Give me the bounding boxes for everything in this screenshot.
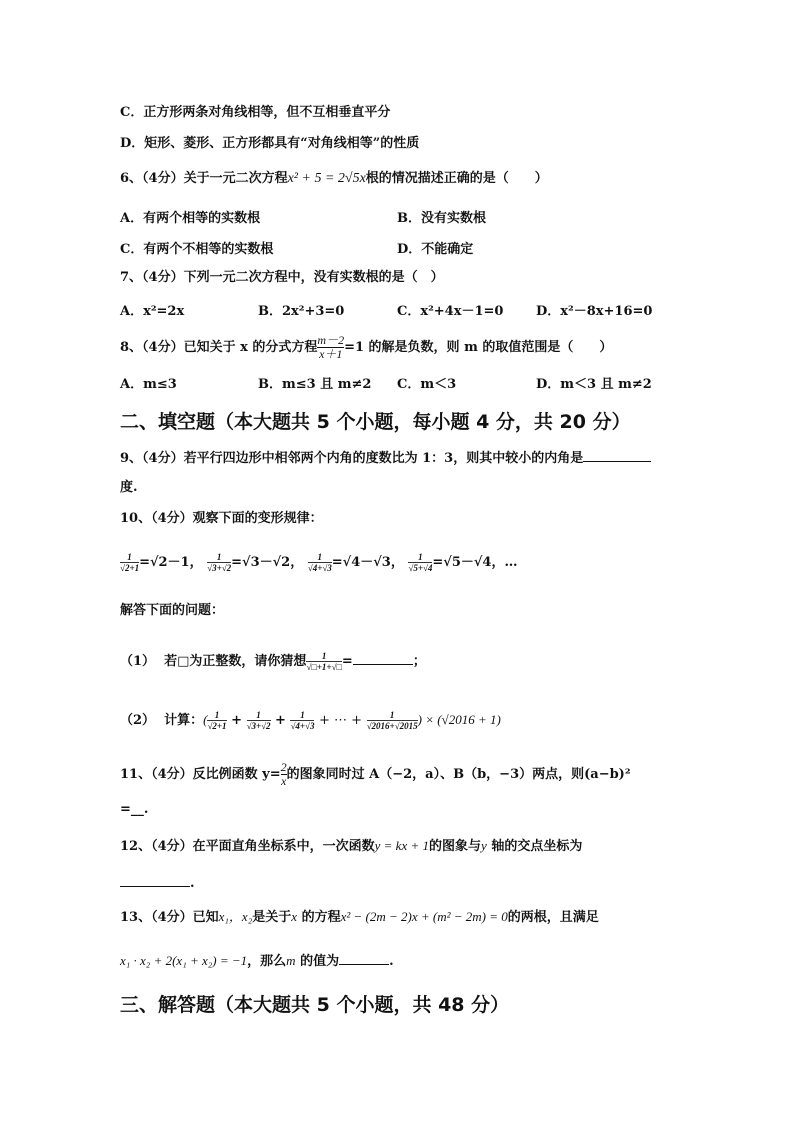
q10-rules <box>120 552 517 574</box>
q7-option-d: D．x²－8x+16=0 <box>536 304 653 319</box>
question-12 <box>120 836 582 857</box>
q13-line-2 <box>120 950 394 972</box>
rule1-rhs: =√2－1， <box>139 555 203 570</box>
q8-fraction <box>317 334 344 361</box>
p2-dots: + ⋯ + <box>319 713 363 728</box>
q13-x: x <box>291 909 298 924</box>
p2-t3-num: 1 <box>300 710 305 720</box>
q11-y: y= <box>262 767 281 782</box>
question-8 <box>120 334 612 362</box>
p2-term-4 <box>367 710 418 731</box>
q11-num: 2 <box>280 760 287 774</box>
rule4-num: 1 <box>418 552 423 562</box>
rule4-rhs: =√5－√4，… <box>432 555 518 570</box>
q6-option-d: D．不能确定 <box>397 242 474 257</box>
rule2-fraction <box>207 552 231 573</box>
option-d-previous: D．矩形、菱形、正方形都具有“对角线相等”的性质 <box>120 136 420 151</box>
option-c-previous: C．正方形两条对角线相等，但不互相垂直平分 <box>120 105 391 120</box>
question-7: 7、（4分）下列一元二次方程中，没有实数根的是（ ） <box>120 270 444 285</box>
q13-tail3: . <box>389 954 394 969</box>
q8-numerator: m－2 <box>317 333 345 347</box>
rule1-fraction <box>120 552 139 573</box>
q8-suffix: =1 的解是负数，则 m 的取值范围是（ ） <box>344 340 613 355</box>
rule1-den: √2+1 <box>120 563 140 573</box>
rule2-num: 1 <box>216 552 222 562</box>
rule3-rhs: =√4－√3， <box>331 555 404 570</box>
q11-line-2: =__. <box>120 802 149 817</box>
p2-t1-den: √2+1 <box>207 721 227 731</box>
p2-open-paren: ( <box>203 712 208 727</box>
q12-answer-blank[interactable] <box>120 872 190 887</box>
p1-label: （1） <box>120 654 156 669</box>
q9-answer-blank[interactable] <box>583 447 651 462</box>
q12-answer-line <box>120 872 195 894</box>
p2-term-1 <box>207 710 226 731</box>
question-11 <box>120 760 631 790</box>
q12-axis: y <box>481 838 487 853</box>
rule3-den: √4+√3 <box>307 563 332 573</box>
q12-prefix: 12、（4分）在平面直角坐标系中，一次函数 <box>120 839 375 854</box>
p2-t4-num: 1 <box>389 710 395 720</box>
q10-part-2: （2） 计算：( $\frac{1}{√2+1}$ + $\frac{1}{√3+√2}$ + $\frac{1}{√4+√3}$ + ⋯ + $\frac{1}{√2016+√2015}$ ) × (√2016 + 1) <box>120 710 501 731</box>
q13-tail2: 的值为 <box>300 954 340 969</box>
p2-t4-den: √2016+√2015 <box>366 721 418 731</box>
q6-option-b: B．没有实数根 <box>397 211 486 226</box>
rule3-fraction <box>308 552 332 573</box>
q11-prefix: 11、（4分）反比例函数 <box>120 767 258 782</box>
question-9 <box>120 447 651 469</box>
q6-equation: x² + 5 = 2√5x <box>287 171 366 186</box>
question-13 <box>120 907 599 928</box>
q13-equation: x² − (2m − 2)x + (m² − 2m) = 0 <box>340 909 508 924</box>
q13-suffix: 的两根，且满足 <box>507 910 599 925</box>
rule4-fraction <box>408 552 432 573</box>
rule2-rhs: =√3－√2， <box>231 555 304 570</box>
q13-mid2: 的方程 <box>301 910 341 925</box>
q13-m: m <box>286 953 296 968</box>
q13-mid: 是关于 <box>252 910 292 925</box>
q11-suffix: 的图象同时过 A（−2，a）、B（b，−3）两点，则(a−b)² <box>286 767 631 782</box>
rule4-den: √5+√4 <box>408 563 433 573</box>
q8-option-c: C．m＜3 <box>397 377 457 392</box>
q9-text: 9、（4分）若平行四边形中相邻两个内角的度数比为 1：3，则其中较小的内角是 <box>120 451 584 466</box>
rule2-den: √3+√2 <box>207 563 232 573</box>
p2-t2-num: 1 <box>256 710 261 720</box>
p1-equals: = <box>341 654 353 669</box>
p2-t3-den: √4+√3 <box>290 721 315 731</box>
q8-prefix: 8、（4分）已知关于 x 的分式方程 <box>120 340 318 355</box>
p1-fraction <box>306 651 342 672</box>
rule1-num: 1 <box>127 552 132 562</box>
q7-option-a: A．x²=2x <box>120 304 185 319</box>
p1-num: 1 <box>321 651 327 661</box>
q12-mid: 的图象与 <box>429 839 482 854</box>
q13-prefix: 13、（4分）已知 <box>120 910 219 925</box>
q7-option-b: B．2x²+3=0 <box>258 304 345 319</box>
p2-term-2 <box>247 710 271 731</box>
q6-option-c: C．有两个不相等的实数根 <box>120 242 274 257</box>
p2-close-expr: ) × (√2016 + 1) <box>417 712 501 727</box>
q12-suffix: 轴的交点坐标为 <box>491 839 583 854</box>
q6-prefix: 6、（4分）关于一元二次方程 <box>120 171 288 186</box>
q7-option-c: C．x²+4x－1=0 <box>397 304 504 319</box>
p2-label: （2） <box>120 713 156 728</box>
p2-t1-num: 1 <box>214 710 220 720</box>
q10-part-1: （1） 若□为正整数，请你猜想 $\frac{1}{√□+1+√□}$ = ； <box>120 651 426 672</box>
section-3-heading: 三、解答题（本大题共 5 个小题，共 48 分） <box>120 994 510 1016</box>
question-6 <box>120 169 548 189</box>
p2-t2-den: √3+√2 <box>246 721 271 731</box>
question-10: 10、（4分）观察下面的变形规律： <box>120 511 323 526</box>
section-2-heading: 二、填空题（本大题共 5 个小题，每小题 4 分，共 20 分） <box>120 411 631 433</box>
q12-tail: . <box>190 876 195 891</box>
q6-suffix: 根的情况描述正确的是（ ） <box>365 171 548 186</box>
q13-condition: x₁ · x₂ + 2(x₁ + x₂) = −1 <box>120 953 248 968</box>
p1-answer-blank[interactable] <box>353 650 413 665</box>
q13-tail1: ，那么 <box>247 954 287 969</box>
q12-equation: y = kx + 1 <box>374 838 429 853</box>
q6-option-a: A．有两个相等的实数根 <box>120 211 261 226</box>
p1-text: 若□为正整数，请你猜想 <box>164 654 307 669</box>
q8-option-d: D．m＜3 且 m≠2 <box>536 377 652 392</box>
q8-denominator: x＋1 <box>319 347 343 361</box>
p2-text: 计算： <box>164 713 204 728</box>
q13-vars: x₁，x₂ <box>218 909 253 924</box>
q10-answer-intro: 解答下面的问题： <box>120 603 225 618</box>
q13-answer-blank[interactable] <box>339 950 389 965</box>
q8-option-a: A．m≤3 <box>120 377 177 392</box>
rule3-num: 1 <box>317 552 323 562</box>
p2-term-3 <box>290 710 314 731</box>
q9-tail: 度. <box>120 480 138 495</box>
q8-option-b: B．m≤3 且 m≠2 <box>258 377 372 392</box>
q11-den: x <box>280 774 287 788</box>
p1-den: √□+1+√□ <box>306 662 342 672</box>
